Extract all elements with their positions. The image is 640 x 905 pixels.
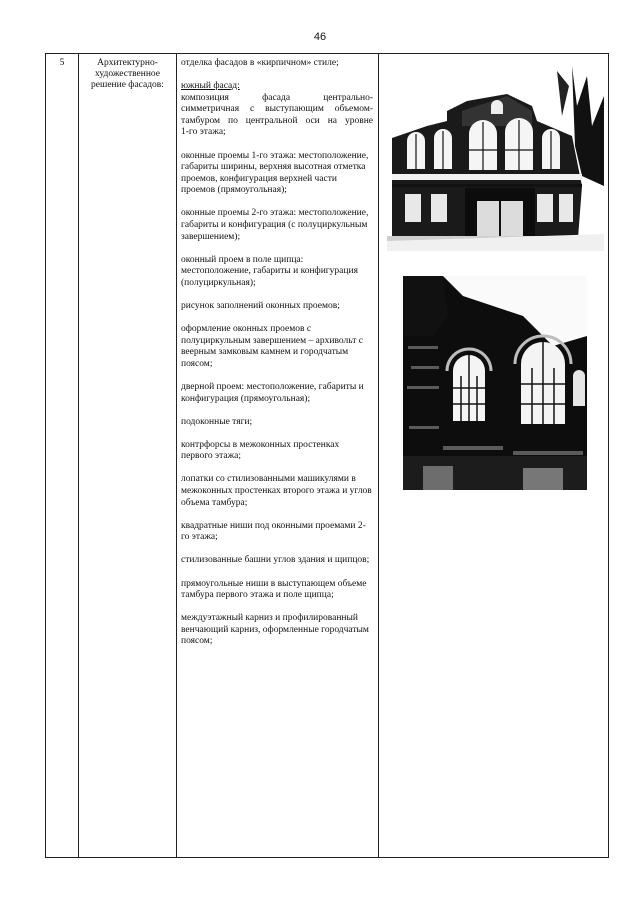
row-name: Архитектурно-художественное решение фасадов: (91, 58, 164, 91)
row-number: 5 (59, 58, 65, 68)
description-intro: отделка фасадов в «кирпичном» стиле; (181, 58, 339, 68)
column-divider (78, 54, 79, 857)
page-number: 46 (313, 31, 327, 43)
description-item: оконные проемы 1-го этажа: местоположение, габариты ширины, верхняя высотная отметка проемов, конфигурация верхней части проемов (прямоугольная); (181, 150, 369, 196)
composition-line: симметричная с выступающим объемом- (181, 104, 373, 115)
composition-line: композиция фасада центрально- (181, 92, 373, 103)
description-item: дверной проем: местоположение, габариты и конфигурация (прямоугольная); (181, 381, 364, 404)
column-divider (176, 54, 177, 857)
facade-photo-front (387, 66, 604, 251)
column-divider (378, 54, 379, 857)
south-facade-label: южный фасад: (181, 81, 240, 92)
description-item: лопатки со стилизованными машикулями в межоконных простенках второго этажа и углов объема тамбура; (181, 474, 372, 508)
description-item: оконный проем в поле щипца: местоположение, габариты и конфигурация (полуциркульная); (181, 254, 358, 288)
description-item: оформление оконных проемов с полуциркульным завершением – архивольт с веерным замковым камнем и городчатым поясом; (181, 324, 363, 369)
description-item: стилизованные башни углов здания и щипцов; (181, 555, 370, 566)
row-description (181, 58, 373, 659)
description-item: контрфорсы в межоконных простенках первого этажа; (181, 439, 340, 462)
facade-photo-detail (403, 276, 587, 490)
protected-features-table (45, 53, 609, 858)
south-facade-block (181, 81, 373, 139)
description-item: оконные проемы 2-го этажа: местоположение, габариты и конфигурация (с полуциркульным завершением); (181, 208, 369, 242)
composition-line: 1-го этажа; (181, 127, 226, 138)
description-item: прямоугольные ниши в выступающем объеме тамбура первого этажа и поле щипца; (181, 578, 367, 601)
description-item: подоконные тяги; (181, 416, 253, 427)
composition-line: тамбуром по центральной оси на уровне (181, 115, 373, 126)
description-item: квадратные ниши под оконными проемами 2-го этажа; (181, 520, 366, 543)
description-item: рисунок заполнений оконных проемов; (181, 301, 340, 311)
description-item: междуэтажный карниз и профилированный венчающий карниз, оформленные городчатым поясом; (181, 613, 369, 647)
